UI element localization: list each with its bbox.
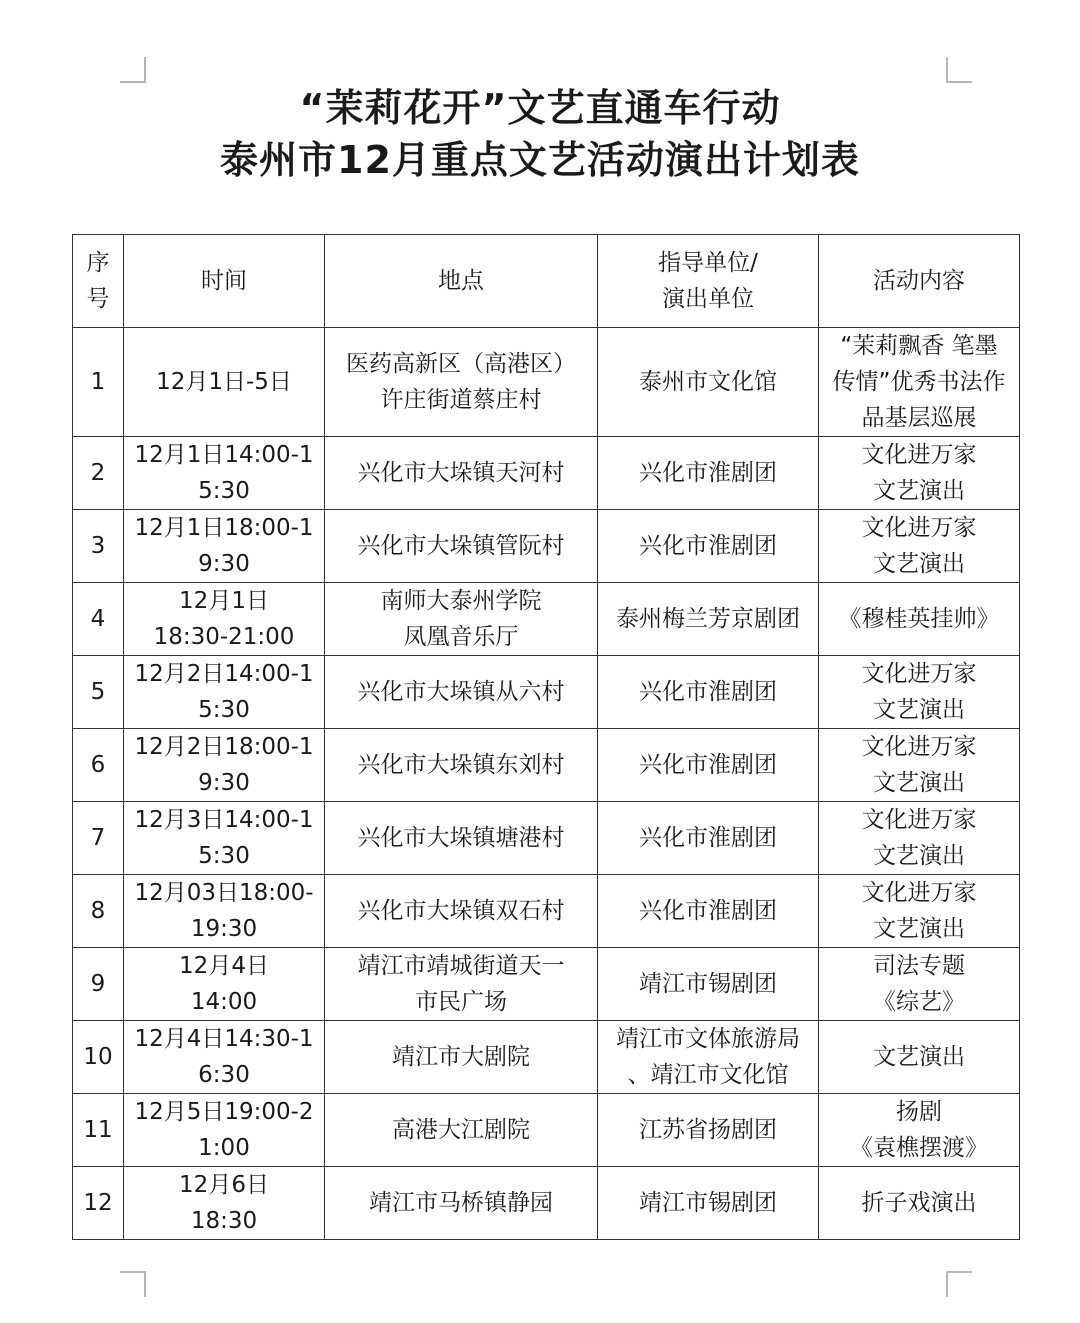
cell-content: 文化进万家 文艺演出	[819, 437, 1020, 510]
cell-content: 《穆桂英挂帅》	[819, 583, 1020, 656]
cell-time: 12月6日 18:30	[124, 1167, 325, 1240]
cell-time: 12月2日14:00-1 5:30	[124, 656, 325, 729]
cell-unit: 江苏省扬剧团	[598, 1094, 819, 1167]
cell-time: 12月1日14:00-1 5:30	[124, 437, 325, 510]
corner-mark-top-right	[946, 57, 972, 83]
cell-time: 12月2日18:00-1 9:30	[124, 729, 325, 802]
cell-serial-number: 3	[73, 510, 124, 583]
cell-content: 扬剧 《袁樵摆渡》	[819, 1094, 1020, 1167]
cell-unit: 兴化市淮剧团	[598, 875, 819, 948]
cell-time: 12月1日-5日	[124, 328, 325, 437]
cell-serial-number: 5	[73, 656, 124, 729]
corner-mark-bottom-left	[120, 1271, 146, 1297]
cell-content: 折子戏演出	[819, 1167, 1020, 1240]
cell-unit: 兴化市淮剧团	[598, 656, 819, 729]
cell-unit: 泰州梅兰芳京剧团	[598, 583, 819, 656]
cell-time: 12月1日 18:30-21:00	[124, 583, 325, 656]
cell-serial-number: 6	[73, 729, 124, 802]
cell-unit: 兴化市淮剧团	[598, 802, 819, 875]
table-row	[73, 656, 1020, 729]
table-row	[73, 948, 1020, 1021]
cell-serial-number: 11	[73, 1094, 124, 1167]
cell-serial-number: 12	[73, 1167, 124, 1240]
cell-serial-number: 1	[73, 328, 124, 437]
cell-serial-number: 9	[73, 948, 124, 1021]
document-title-line2: 泰州市12月重点文艺活动演出计划表	[220, 138, 860, 182]
cell-place: 兴化市大垛镇从六村	[325, 656, 598, 729]
cell-unit: 靖江市锡剧团	[598, 1167, 819, 1240]
cell-content: “茉莉飘香 笔墨 传情”优秀书法作 品基层巡展	[819, 328, 1020, 437]
cell-place: 靖江市马桥镇静园	[325, 1167, 598, 1240]
cell-unit: 靖江市文体旅游局 、靖江市文化馆	[598, 1021, 819, 1094]
table-row	[73, 328, 1020, 437]
corner-mark-bottom-right	[946, 1271, 972, 1297]
table-row	[73, 1167, 1020, 1240]
cell-serial-number: 2	[73, 437, 124, 510]
cell-content: 文化进万家 文艺演出	[819, 875, 1020, 948]
cell-content: 文化进万家 文艺演出	[819, 802, 1020, 875]
corner-mark-top-left	[120, 57, 146, 83]
cell-place: 兴化市大垛镇天河村	[325, 437, 598, 510]
schedule-table	[72, 234, 1020, 1240]
table-row	[73, 437, 1020, 510]
cell-place: 高港大江剧院	[325, 1094, 598, 1167]
table-row	[73, 1094, 1020, 1167]
cell-place: 兴化市大垛镇塘港村	[325, 802, 598, 875]
cell-place: 靖江市大剧院	[325, 1021, 598, 1094]
header-time: 时间	[124, 235, 325, 328]
table-row	[73, 510, 1020, 583]
document-title-line1: “茉莉花开”文艺直通车行动	[299, 86, 781, 130]
cell-place: 南师大泰州学院 凤凰音乐厅	[325, 583, 598, 656]
cell-content: 文艺演出	[819, 1021, 1020, 1094]
table-row	[73, 729, 1020, 802]
cell-content: 文化进万家 文艺演出	[819, 510, 1020, 583]
cell-place: 兴化市大垛镇东刘村	[325, 729, 598, 802]
cell-unit: 兴化市淮剧团	[598, 729, 819, 802]
cell-content: 文化进万家 文艺演出	[819, 656, 1020, 729]
table-row	[73, 802, 1020, 875]
cell-time: 12月5日19:00-2 1:00	[124, 1094, 325, 1167]
table-row	[73, 583, 1020, 656]
cell-place: 兴化市大垛镇双石村	[325, 875, 598, 948]
cell-unit: 兴化市淮剧团	[598, 437, 819, 510]
cell-time: 12月1日18:00-1 9:30	[124, 510, 325, 583]
cell-place: 靖江市靖城街道天一 市民广场	[325, 948, 598, 1021]
cell-place: 医药高新区（高港区） 许庄街道蔡庄村	[325, 328, 598, 437]
cell-serial-number: 8	[73, 875, 124, 948]
cell-serial-number: 7	[73, 802, 124, 875]
header-place: 地点	[325, 235, 598, 328]
cell-content: 司法专题 《综艺》	[819, 948, 1020, 1021]
cell-unit: 兴化市淮剧团	[598, 510, 819, 583]
header-serial-number: 序 号	[73, 235, 124, 328]
table-row	[73, 1021, 1020, 1094]
cell-serial-number: 10	[73, 1021, 124, 1094]
cell-time: 12月03日18:00- 19:30	[124, 875, 325, 948]
cell-place: 兴化市大垛镇管阮村	[325, 510, 598, 583]
cell-time: 12月4日 14:00	[124, 948, 325, 1021]
cell-time: 12月3日14:00-1 5:30	[124, 802, 325, 875]
cell-time: 12月4日14:30-1 6:30	[124, 1021, 325, 1094]
header-unit: 指导单位/ 演出单位	[598, 235, 819, 328]
table-header-row	[73, 235, 1020, 328]
header-content: 活动内容	[819, 235, 1020, 328]
cell-serial-number: 4	[73, 583, 124, 656]
cell-unit: 泰州市文化馆	[598, 328, 819, 437]
cell-unit: 靖江市锡剧团	[598, 948, 819, 1021]
cell-content: 文化进万家 文艺演出	[819, 729, 1020, 802]
table-row	[73, 875, 1020, 948]
